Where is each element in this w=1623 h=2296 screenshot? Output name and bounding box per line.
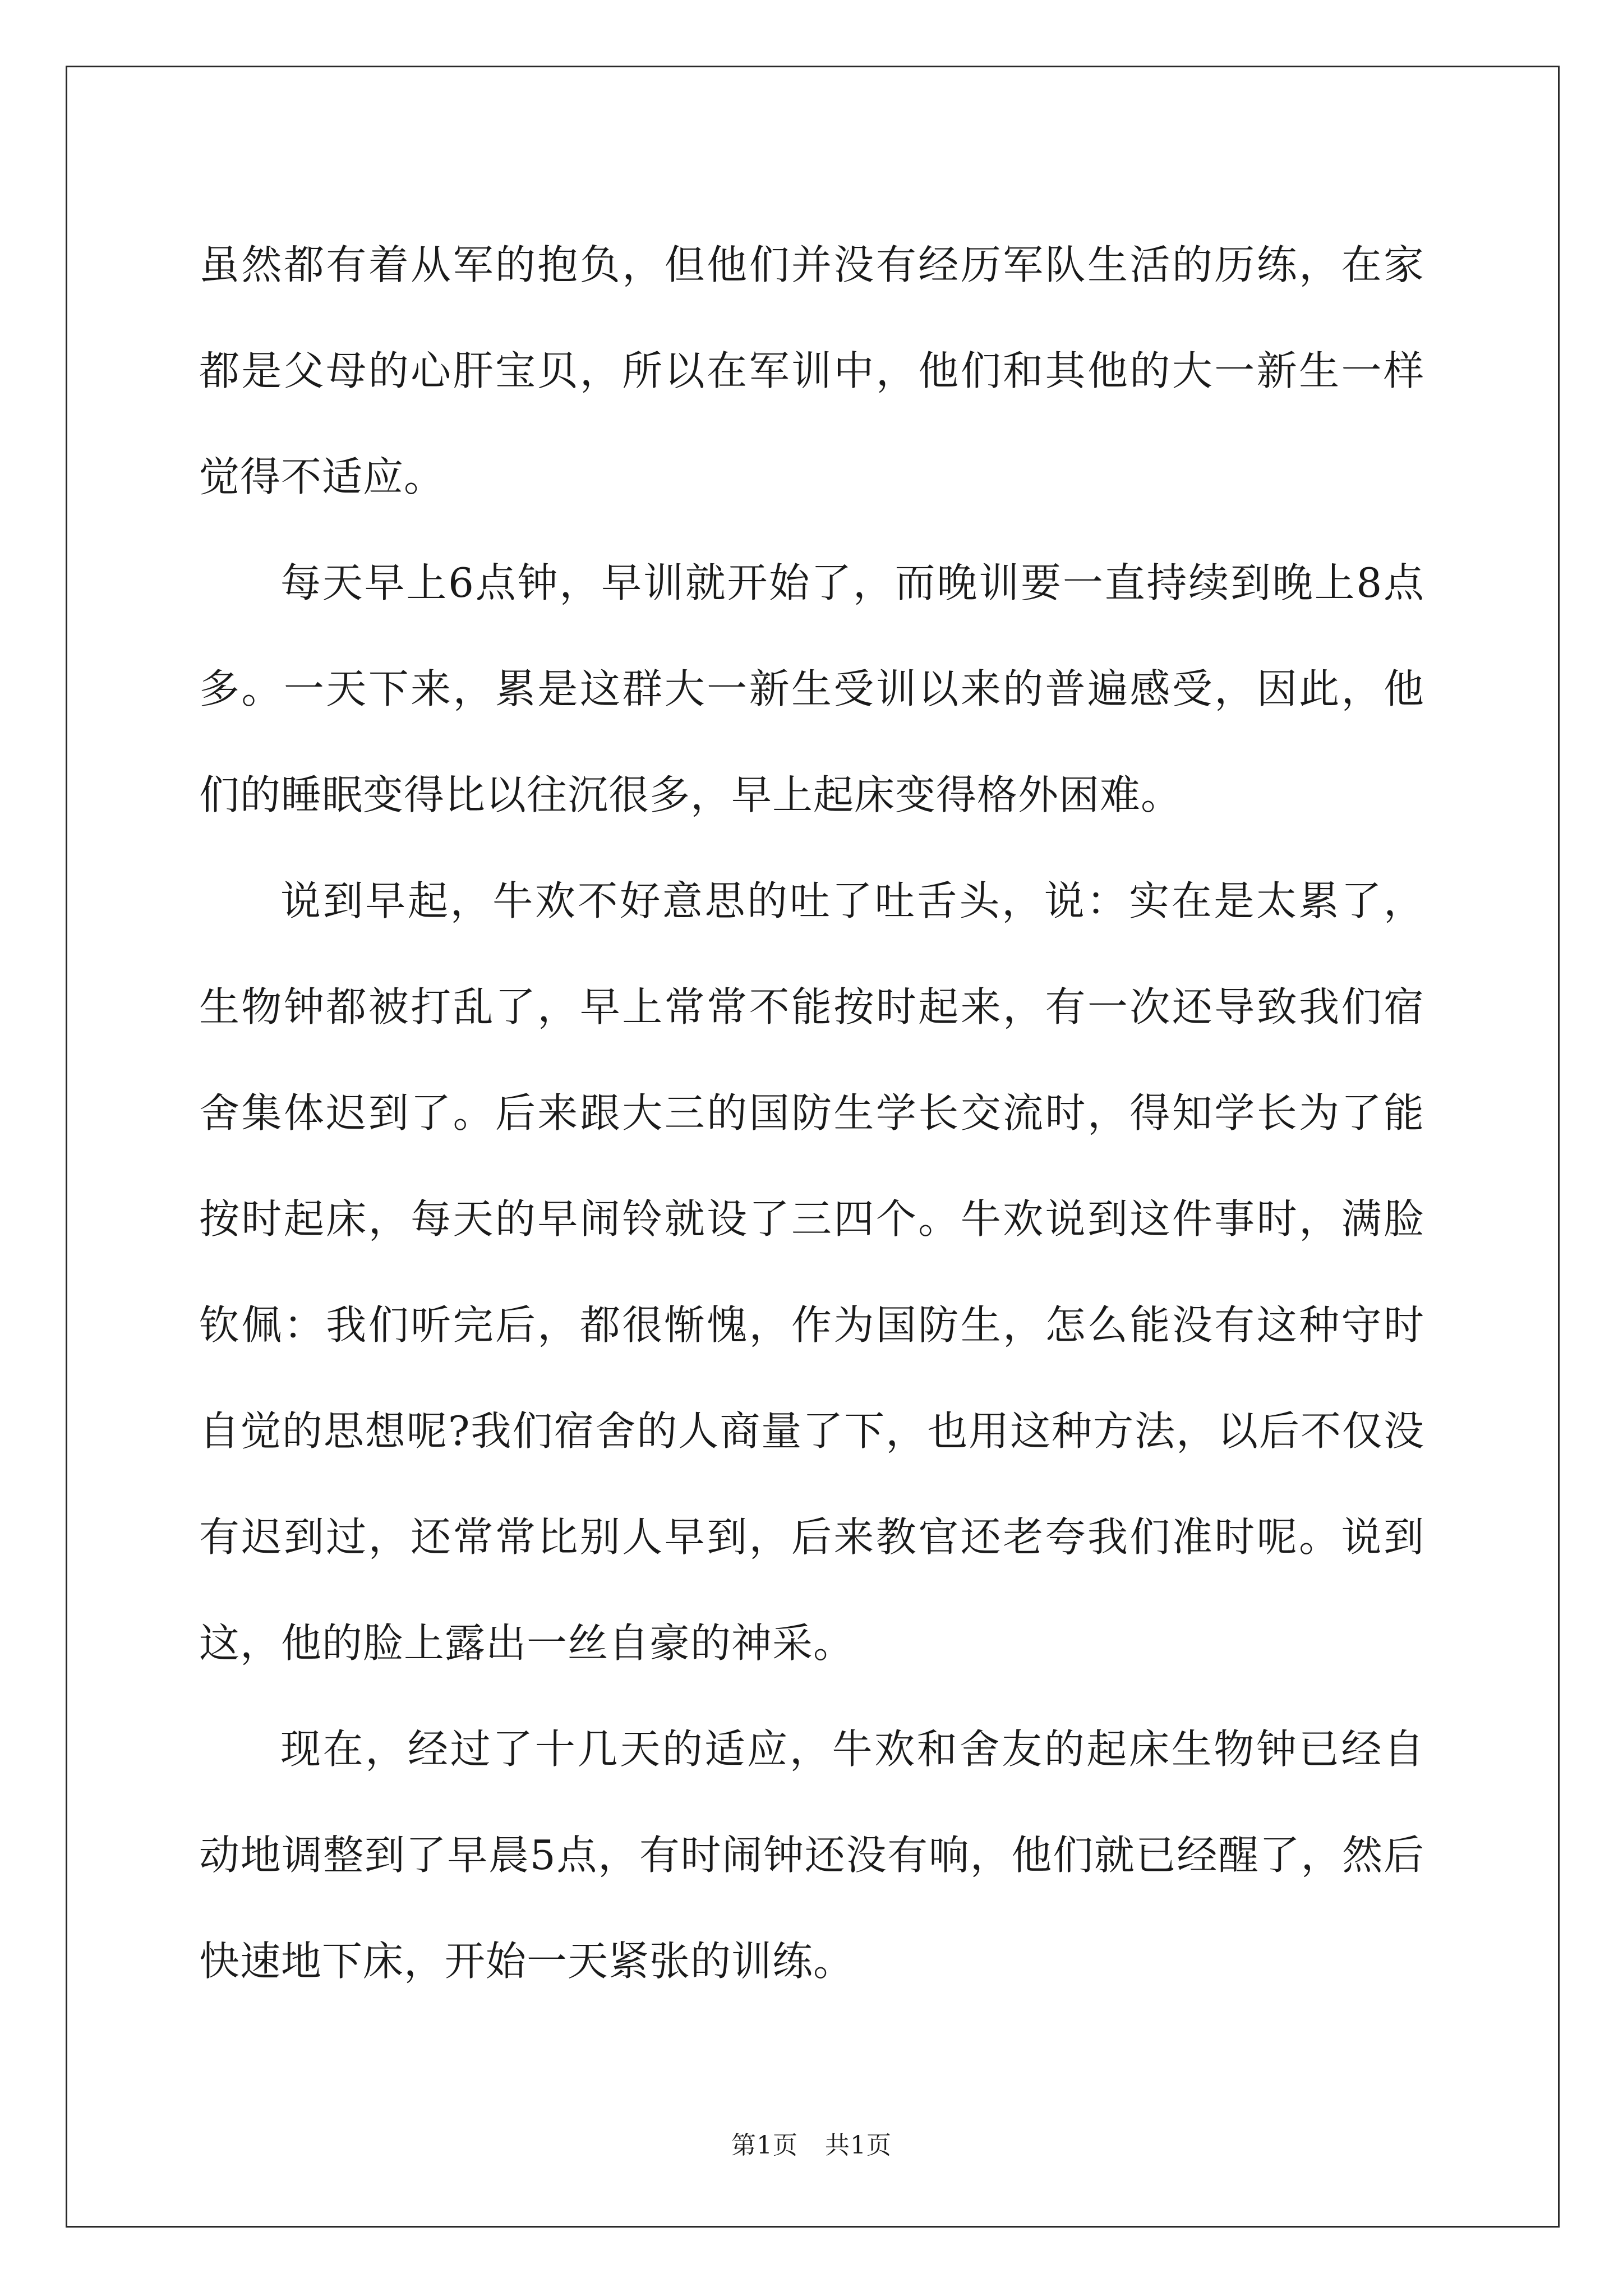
paragraph-4: 现在，经过了十几天的适应，牛欢和舍友的起床生物钟已经自动地调整到了早晨5点，有时闹钟还没有响，他们就已经醒了，然后快速地下床，开始一天紧张的训练。: [199, 1726, 1424, 1985]
document-body: [199, 212, 1424, 2014]
page-total: 共1页: [825, 2131, 892, 2160]
paragraph-1: 虽然都有着从军的抱负，但他们并没有经历军队生活的历练，在家都是父母的心肝宝贝，所以在军训中，他们和其他的大一新生一样觉得不适应。: [199, 241, 1424, 500]
page-number: 第1页: [731, 2131, 798, 2160]
paragraph-3: 说到早起，牛欢不好意思的吐了吐舌头，说：实在是太累了，生物钟都被打乱了，早上常常不能按时起来，有一次还导致我们宿舍集体迟到了。后来跟大三的国防生学长交流时，得知学长为了能按时起床，每天的早闹铃就设了三四个。牛欢说到这件事时，满脸钦佩：我们听完后，都很惭愧，作为国防生，怎么能没有这种守时自觉的思想呢?我们宿舍的人商量了下，也用这种方法，以后不仅没有迟到过，还常常比别人早到，后来教官还老夸我们准时呢。说到这，他的脸上露出一丝自豪的神采。: [199, 877, 1424, 1667]
paragraph-2: 每天早上6点钟，早训就开始了，而晚训要一直持续到晚上8点多。一天下来，累是这群大一新生受训以来的普遍感受，因此，他们的睡眠变得比以往沉很多，早上起床变得格外困难。: [199, 559, 1424, 818]
page-footer: [0, 2125, 1623, 2161]
